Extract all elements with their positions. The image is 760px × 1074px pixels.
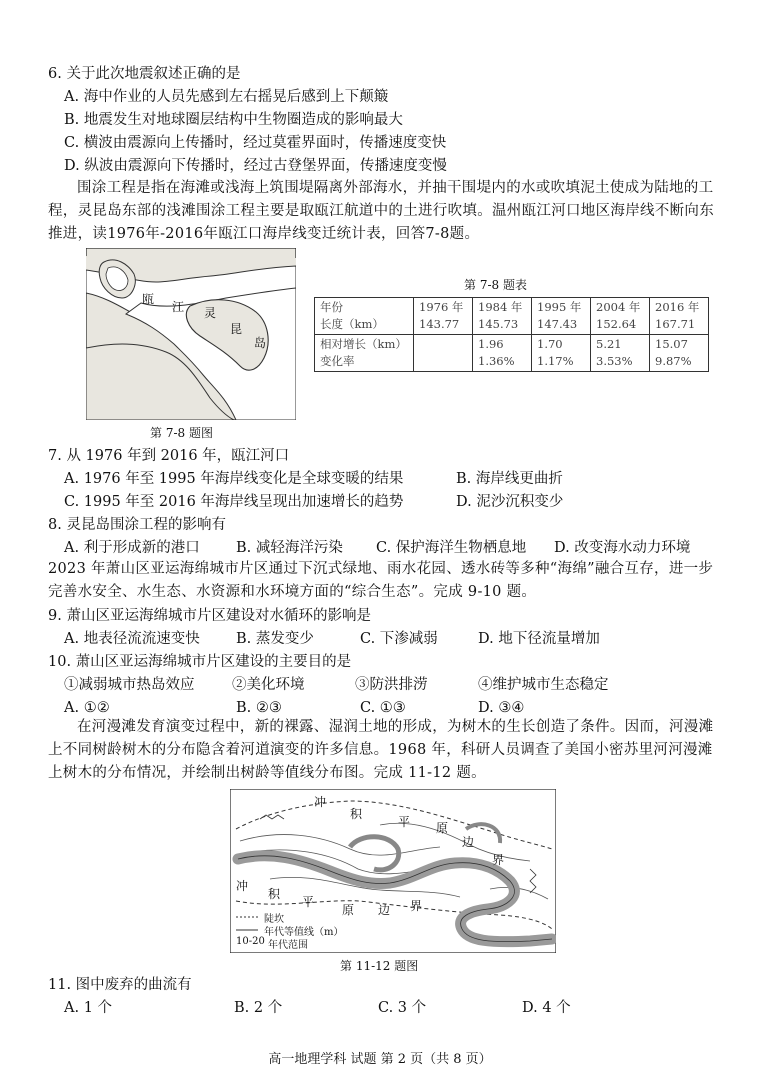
map-bottom-label: 界 bbox=[410, 899, 423, 913]
q6-option-d: D. 纵波由震源向下传播时，经过古登堡界面，传播速度变慢 bbox=[64, 158, 447, 174]
rate-1984: 1.36% bbox=[478, 354, 515, 368]
map-bottom-label: 边 bbox=[378, 903, 391, 917]
table-cell bbox=[591, 335, 650, 372]
rate-2016: 9.87% bbox=[655, 354, 692, 368]
map-top-label: 原 bbox=[436, 821, 449, 835]
q8-option-a: A. 利于形成新的港口 bbox=[64, 540, 200, 556]
table-cell bbox=[650, 335, 709, 372]
map-7-8-caption: 第 7-8 题图 bbox=[150, 426, 213, 440]
table-cell bbox=[414, 298, 473, 335]
year-1984: 1984 年 bbox=[478, 300, 523, 314]
q11-option-d: D. 4 个 bbox=[522, 1000, 571, 1016]
q8-stem: 8. 灵昆岛围涂工程的影响有 bbox=[48, 517, 226, 533]
q6-option-c: C. 横波由震源向上传播时，经过莫霍界面时，传播速度变快 bbox=[64, 135, 447, 151]
table-cell bbox=[473, 298, 532, 335]
legend-isoline: 年代等值线（m） bbox=[264, 927, 344, 938]
q9-stem: 9. 萧山区亚运海绵城市片区建设对水循环的影响是 bbox=[48, 608, 371, 624]
map-11-12 bbox=[230, 789, 556, 953]
label-year: 年份 bbox=[320, 300, 343, 314]
map-bottom-label: 积 bbox=[268, 887, 281, 901]
intro-7-8: 围涂工程是指在海滩或浅海上筑围堤隔离外部海水，并抽干围堤内的水或吹填泥土使成为陆地的工程，灵昆岛东部的浅滩围涂工程主要是取瓯江航道中的土进行吹填。温州瓯江河口地区海岸线不断向东推进，读1976年-2016年瓯江口海岸线变迁统计表，回答7-8题。 bbox=[48, 180, 714, 242]
year-1995: 1995 年 bbox=[537, 300, 582, 314]
table-cell bbox=[532, 298, 591, 335]
intro-9-10: 2023 年萧山区亚运海绵城市片区通过下沉式绿地、雨水花园、透水砖等多种“海绵”融合互存，进一步完善水安全、水生态、水资源和水环境方面的“综合生态”。完成 9-10 题。 bbox=[48, 561, 714, 600]
length-1976: 143.77 bbox=[419, 317, 460, 331]
table-cell bbox=[591, 298, 650, 335]
q10-item-1: ①减弱城市热岛效应 bbox=[64, 677, 195, 693]
page-footer: 高一地理学科 试题 第 2 页（共 8 页） bbox=[268, 1052, 492, 1067]
table-cell bbox=[650, 298, 709, 335]
growth-2016: 15.07 bbox=[655, 337, 688, 351]
map-bottom-label: 冲 bbox=[236, 879, 249, 893]
intro-11-12: 在河漫滩发育演变过程中，新的裸露、湿润土地的形成，为树木的生长创造了条件。因而，河漫滩上不同树龄树木的分布隐含着河道演变的许多信息。1968 年，科研人员调查了美国小密苏里河河漫滩上树木的分布情况，并绘制出树龄等值线分布图。完成 11-12 题。 bbox=[48, 719, 714, 781]
q10-option-b: B. ②③ bbox=[236, 700, 282, 716]
q11-option-c: C. 3 个 bbox=[378, 1000, 427, 1016]
table-row2-label bbox=[315, 335, 414, 372]
length-1984: 145.73 bbox=[478, 317, 519, 331]
q7-option-b: B. 海岸线更曲折 bbox=[456, 471, 563, 487]
q6-option-b: B. 地震发生对地球圈层结构中生物圈造成的影响最大 bbox=[64, 112, 403, 128]
length-1995: 147.43 bbox=[537, 317, 578, 331]
q8-option-b: B. 减轻海洋污染 bbox=[236, 540, 343, 556]
map-bottom-label: 平 bbox=[302, 895, 315, 909]
map-label-kun: 昆 bbox=[230, 322, 243, 336]
q10-option-c: C. ①③ bbox=[360, 700, 406, 716]
table-cell bbox=[414, 335, 473, 372]
length-2016: 167.71 bbox=[655, 317, 696, 331]
table-7-8 bbox=[314, 297, 709, 372]
rate-1995: 1.17% bbox=[537, 354, 574, 368]
q10-item-2: ②美化环境 bbox=[232, 677, 305, 693]
map-7-8 bbox=[86, 248, 296, 420]
q6-stem: 6. 关于此次地震叙述正确的是 bbox=[48, 66, 241, 82]
growth-1984: 1.96 bbox=[478, 337, 504, 351]
q10-item-4: ④维护城市生态稳定 bbox=[478, 677, 609, 693]
map-top-label: 边 bbox=[462, 835, 475, 849]
year-1976: 1976 年 bbox=[419, 300, 464, 314]
year-2004: 2004 年 bbox=[596, 300, 641, 314]
year-2016: 2016 年 bbox=[655, 300, 700, 314]
map-top-label: 积 bbox=[350, 807, 363, 821]
q9-option-b: B. 蒸发变少 bbox=[236, 631, 314, 647]
map-top-label: 冲 bbox=[314, 795, 327, 809]
q11-option-b: B. 2 个 bbox=[234, 1000, 283, 1016]
q9-option-c: C. 下渗减弱 bbox=[360, 631, 438, 647]
q9-option-d: D. 地下径流量增加 bbox=[478, 631, 600, 647]
q10-option-a: A. ①② bbox=[64, 700, 110, 716]
legend-range-num: 10-20 bbox=[236, 936, 265, 947]
map-bottom-label: 原 bbox=[342, 903, 355, 917]
growth-1995: 1.70 bbox=[537, 337, 563, 351]
coastline-table bbox=[314, 297, 709, 372]
map-label-ou: 瓯 bbox=[142, 292, 155, 306]
q10-stem: 10. 萧山区亚运海绵城市片区建设的主要目的是 bbox=[48, 654, 352, 670]
length-2004: 152.64 bbox=[596, 317, 637, 331]
growth-2004: 5.21 bbox=[596, 337, 622, 351]
q10-item-3: ③防洪排涝 bbox=[355, 677, 428, 693]
table-cell bbox=[532, 335, 591, 372]
table-row1-label bbox=[315, 298, 414, 335]
label-length: 长度（km） bbox=[320, 317, 384, 331]
label-rate: 变化率 bbox=[320, 354, 355, 368]
map-top-label: 平 bbox=[398, 815, 411, 829]
label-growth: 相对增长（km） bbox=[320, 337, 407, 351]
q10-option-d: D. ③④ bbox=[478, 700, 525, 716]
map-11-12-caption: 第 11-12 题图 bbox=[340, 959, 419, 973]
map-top-label: 界 bbox=[492, 853, 505, 867]
q11-option-a: A. 1 个 bbox=[64, 1000, 113, 1016]
map-label-jiang: 江 bbox=[172, 300, 185, 314]
legend-steep: 陡坎 bbox=[264, 914, 284, 925]
legend-range: 年代范围 bbox=[268, 940, 308, 951]
table-cell bbox=[473, 335, 532, 372]
rate-2004: 3.53% bbox=[596, 354, 633, 368]
q7-stem: 7. 从 1976 年到 2016 年，瓯江河口 bbox=[48, 448, 290, 464]
q7-option-c: C. 1995 年至 2016 年海岸线呈现出加速增长的趋势 bbox=[64, 494, 404, 510]
q7-option-a: A. 1976 年至 1995 年海岸线变化是全球变暖的结果 bbox=[64, 471, 404, 487]
table-7-8-caption: 第 7-8 题表 bbox=[464, 278, 527, 292]
q11-stem: 11. 图中废弃的曲流有 bbox=[48, 977, 192, 993]
q8-option-c: C. 保护海洋生物栖息地 bbox=[376, 540, 527, 556]
q9-option-a: A. 地表径流流速变快 bbox=[64, 631, 200, 647]
q7-option-d: D. 泥沙沉积变少 bbox=[456, 494, 564, 510]
map-label-dao: 岛 bbox=[254, 336, 267, 350]
q6-option-a: A. 海中作业的人员先感到左右摇晃后感到上下颠簸 bbox=[64, 89, 389, 105]
q8-option-d: D. 改变海水动力环境 bbox=[554, 540, 691, 556]
map-label-ling: 灵 bbox=[204, 306, 217, 320]
